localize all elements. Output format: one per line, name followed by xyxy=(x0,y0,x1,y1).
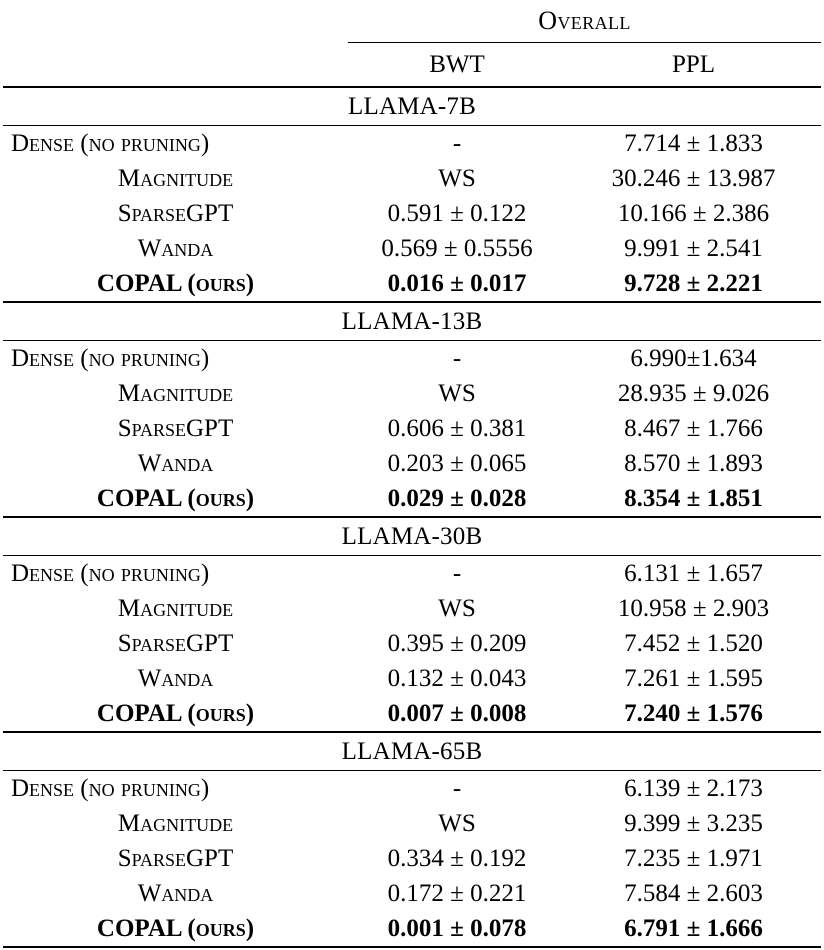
row-method-label xyxy=(3,696,348,732)
table-row xyxy=(3,341,821,376)
table-row xyxy=(3,376,821,411)
row-method-label: SparseGPT xyxy=(117,200,234,227)
row-ppl-value: 6.990±1.634 xyxy=(630,345,757,372)
row-method-label: SparseGPT xyxy=(117,415,234,442)
row-bwt-value: 0.569 ± 0.5556 xyxy=(381,235,533,262)
header-method-cell xyxy=(3,43,348,87)
row-ppl-value: 7.714 ± 1.833 xyxy=(624,130,763,157)
row-bwt-value: 0.016 ± 0.017 xyxy=(387,270,527,297)
row-method-label: Dense (no pruning) xyxy=(11,775,210,802)
table-row xyxy=(3,806,821,841)
results-table xyxy=(3,0,821,948)
copal-label-main: COPAL xyxy=(96,485,182,512)
row-bwt-value: - xyxy=(452,560,462,587)
row-bwt-value: 0.172 ± 0.221 xyxy=(387,880,527,907)
row-ppl-value: 8.467 ± 1.766 xyxy=(624,415,763,442)
header-corner-cell xyxy=(3,0,348,42)
rule-cell xyxy=(348,947,566,948)
row-method-label xyxy=(3,481,348,517)
group-name-3: LLAMA-65B xyxy=(341,738,483,765)
row-method-label: SparseGPT xyxy=(117,630,234,657)
results-table-body xyxy=(3,0,821,948)
group-name-1: LLAMA-13B xyxy=(341,308,483,335)
row-ppl-value: 7.235 ± 1.971 xyxy=(624,845,763,872)
row-method-label: Magnitude xyxy=(117,380,234,407)
table-row xyxy=(3,266,821,302)
header-group-label: Overall xyxy=(538,6,631,35)
table-row xyxy=(3,231,821,266)
table-row xyxy=(3,126,821,161)
table-row xyxy=(3,696,821,732)
row-bwt-value: 0.007 ± 0.008 xyxy=(387,700,527,727)
row-bwt-value: WS xyxy=(438,595,476,622)
row-method-label: Dense (no pruning) xyxy=(11,130,210,157)
row-ppl-value: 7.240 ± 1.576 xyxy=(624,700,763,727)
table-row xyxy=(3,911,821,947)
row-bwt-value: 0.606 ± 0.381 xyxy=(387,415,527,442)
row-bwt-value: 0.203 ± 0.065 xyxy=(387,450,527,477)
copal-label-suffix: (ours) xyxy=(187,270,255,297)
row-bwt-value: 0.591 ± 0.122 xyxy=(387,200,527,227)
row-ppl-value: 8.570 ± 1.893 xyxy=(624,450,763,477)
row-bwt-value: 0.029 ± 0.028 xyxy=(387,485,527,512)
header-row-group xyxy=(3,0,821,42)
table-row xyxy=(3,446,821,481)
row-ppl-value: 8.354 ± 1.851 xyxy=(624,485,763,512)
group-banner-row-3 xyxy=(3,733,821,771)
row-ppl-value: 7.261 ± 1.595 xyxy=(624,665,763,692)
cmidrule-gap xyxy=(3,42,348,43)
row-ppl-value: 6.791 ± 1.666 xyxy=(624,915,763,942)
cmidrule-line xyxy=(348,42,821,43)
row-bwt-value: - xyxy=(452,775,462,802)
table-row xyxy=(3,481,821,517)
copal-label-suffix: (ours) xyxy=(187,485,255,512)
table-row xyxy=(3,591,821,626)
rule-cell xyxy=(3,947,348,948)
row-bwt-value: WS xyxy=(438,380,476,407)
row-ppl-value: 6.131 ± 1.657 xyxy=(624,560,763,587)
row-method-label: SparseGPT xyxy=(117,845,234,872)
row-bwt-value: 0.132 ± 0.043 xyxy=(387,665,527,692)
row-method-label: Magnitude xyxy=(117,165,234,192)
table-bottom-rule xyxy=(3,947,821,948)
row-ppl-value: 30.246 ± 13.987 xyxy=(611,165,776,192)
row-ppl-value: 9.728 ± 2.221 xyxy=(624,270,763,297)
row-bwt-value: WS xyxy=(438,810,476,837)
row-ppl-value: 10.166 ± 2.386 xyxy=(617,200,770,227)
row-bwt-value: 0.001 ± 0.078 xyxy=(387,915,527,942)
row-bwt-value: 0.395 ± 0.209 xyxy=(387,630,527,657)
row-method-label: Magnitude xyxy=(117,810,234,837)
table-row xyxy=(3,876,821,911)
row-method-label: Magnitude xyxy=(117,595,234,622)
table-row xyxy=(3,196,821,231)
row-method-label: Wanda xyxy=(137,235,214,262)
row-ppl-value: 9.399 ± 3.235 xyxy=(624,810,763,837)
table-row xyxy=(3,556,821,591)
copal-label-main: COPAL xyxy=(96,915,182,942)
row-bwt-value: - xyxy=(452,130,462,157)
copal-label-suffix: (ours) xyxy=(187,915,255,942)
row-method-label: Wanda xyxy=(137,665,214,692)
row-bwt-value: 0.334 ± 0.192 xyxy=(387,845,527,872)
table-row xyxy=(3,771,821,806)
group-banner-row-2 xyxy=(3,518,821,556)
row-method-label: Wanda xyxy=(137,880,214,907)
group-name-0: LLAMA-7B xyxy=(348,93,476,120)
row-method-label xyxy=(3,911,348,947)
header-cmidrule-row xyxy=(3,42,821,43)
copal-label-main: COPAL xyxy=(96,270,182,297)
copal-label-suffix: (ours) xyxy=(187,700,255,727)
row-ppl-value: 7.584 ± 2.603 xyxy=(624,880,763,907)
header-col-bwt: BWT xyxy=(429,51,485,78)
table-row xyxy=(3,661,821,696)
row-method-label xyxy=(3,266,348,302)
cmidrule xyxy=(348,42,821,43)
table-row xyxy=(3,626,821,661)
group-banner-row-1 xyxy=(3,303,821,341)
row-method-label: Dense (no pruning) xyxy=(11,345,210,372)
row-method-label: Wanda xyxy=(137,450,214,477)
row-ppl-value: 28.935 ± 9.026 xyxy=(617,380,770,407)
table-row xyxy=(3,411,821,446)
row-bwt-value: WS xyxy=(438,165,476,192)
table-row xyxy=(3,841,821,876)
rule-cell xyxy=(566,947,821,948)
header-row-columns xyxy=(3,43,821,87)
row-ppl-value: 6.139 ± 2.173 xyxy=(624,775,763,802)
copal-label-main: COPAL xyxy=(96,700,182,727)
row-ppl-value: 10.958 ± 2.903 xyxy=(617,595,770,622)
group-banner-row-0 xyxy=(3,88,821,126)
row-bwt-value: - xyxy=(452,345,462,372)
group-name-2: LLAMA-30B xyxy=(341,523,483,550)
header-col-ppl: PPL xyxy=(671,51,716,78)
row-ppl-value: 7.452 ± 1.520 xyxy=(624,630,763,657)
table-row xyxy=(3,161,821,196)
row-ppl-value: 9.991 ± 2.541 xyxy=(624,235,763,262)
row-method-label: Dense (no pruning) xyxy=(11,560,210,587)
